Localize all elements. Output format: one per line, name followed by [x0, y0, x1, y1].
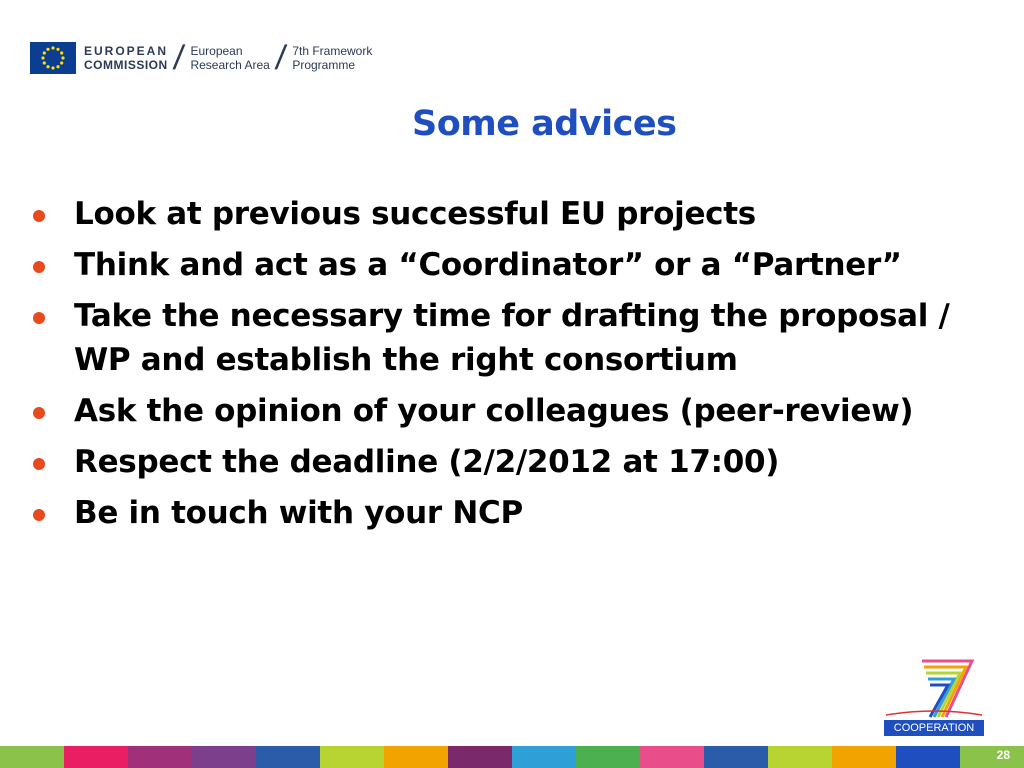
stripe-segment [960, 746, 1024, 768]
research-area [190, 44, 269, 72]
bullet-item [30, 243, 1015, 287]
bullet-dot-icon [33, 210, 45, 222]
bullet-item [30, 294, 1015, 382]
bullet-text: Take the necessary time for drafting the proposal / WP and establish the right consortium [74, 298, 950, 378]
stripe-segment [768, 746, 832, 768]
stripe-segment [448, 746, 512, 768]
fp7-caption: COOPERATION [884, 720, 984, 736]
stripe-segment [896, 746, 960, 768]
stripe-segment [128, 746, 192, 768]
bullet-dot-icon [33, 509, 45, 521]
bullet-text: Look at previous successful EU projects [74, 196, 756, 232]
stripe-segment [640, 746, 704, 768]
slide-title: Some advices [412, 104, 677, 144]
bullet-text: Respect the deadline (2/2/2012 at 17:00) [74, 444, 780, 480]
bullet-text: Ask the opinion of your colleagues (peer-review) [74, 393, 914, 429]
stripe-segment [384, 746, 448, 768]
area-line2: Research Area [190, 58, 270, 72]
stripe-segment [576, 746, 640, 768]
framework-programme [292, 44, 372, 72]
stripe-segment [512, 746, 576, 768]
org-line1: EUROPEAN [84, 44, 169, 58]
fp-line1: 7th Framework [292, 44, 373, 58]
fp-line2: Programme [292, 58, 355, 72]
slash-divider: / [171, 39, 187, 77]
org-name [84, 44, 168, 72]
bullet-text: Be in touch with your NCP [74, 495, 523, 531]
bullet-item [30, 440, 1015, 484]
page-number: 28 [996, 748, 1010, 762]
stripe-segment [0, 746, 64, 768]
stripe-segment [832, 746, 896, 768]
header-logos [30, 38, 372, 78]
bullet-dot-icon [33, 261, 45, 273]
area-line1: European [190, 44, 243, 58]
stripe-segment [704, 746, 768, 768]
bullet-dot-icon [33, 312, 45, 324]
slash-divider: / [273, 39, 288, 77]
stripe-segment [256, 746, 320, 768]
org-line2: COMMISSION [84, 58, 168, 72]
stripe-segment [64, 746, 128, 768]
bullet-item [30, 491, 1015, 535]
bullet-dot-icon [33, 458, 45, 470]
stripe-segment [192, 746, 256, 768]
stripe-segment [320, 746, 384, 768]
bullet-list [30, 192, 1015, 542]
eu-flag-icon [30, 42, 76, 74]
color-stripe [0, 746, 1024, 768]
bullet-text: Think and act as a “Coordinator” or a “Partner” [74, 247, 902, 283]
bullet-item [30, 389, 1015, 433]
bullet-item [30, 192, 1015, 236]
bullet-dot-icon [33, 407, 45, 419]
